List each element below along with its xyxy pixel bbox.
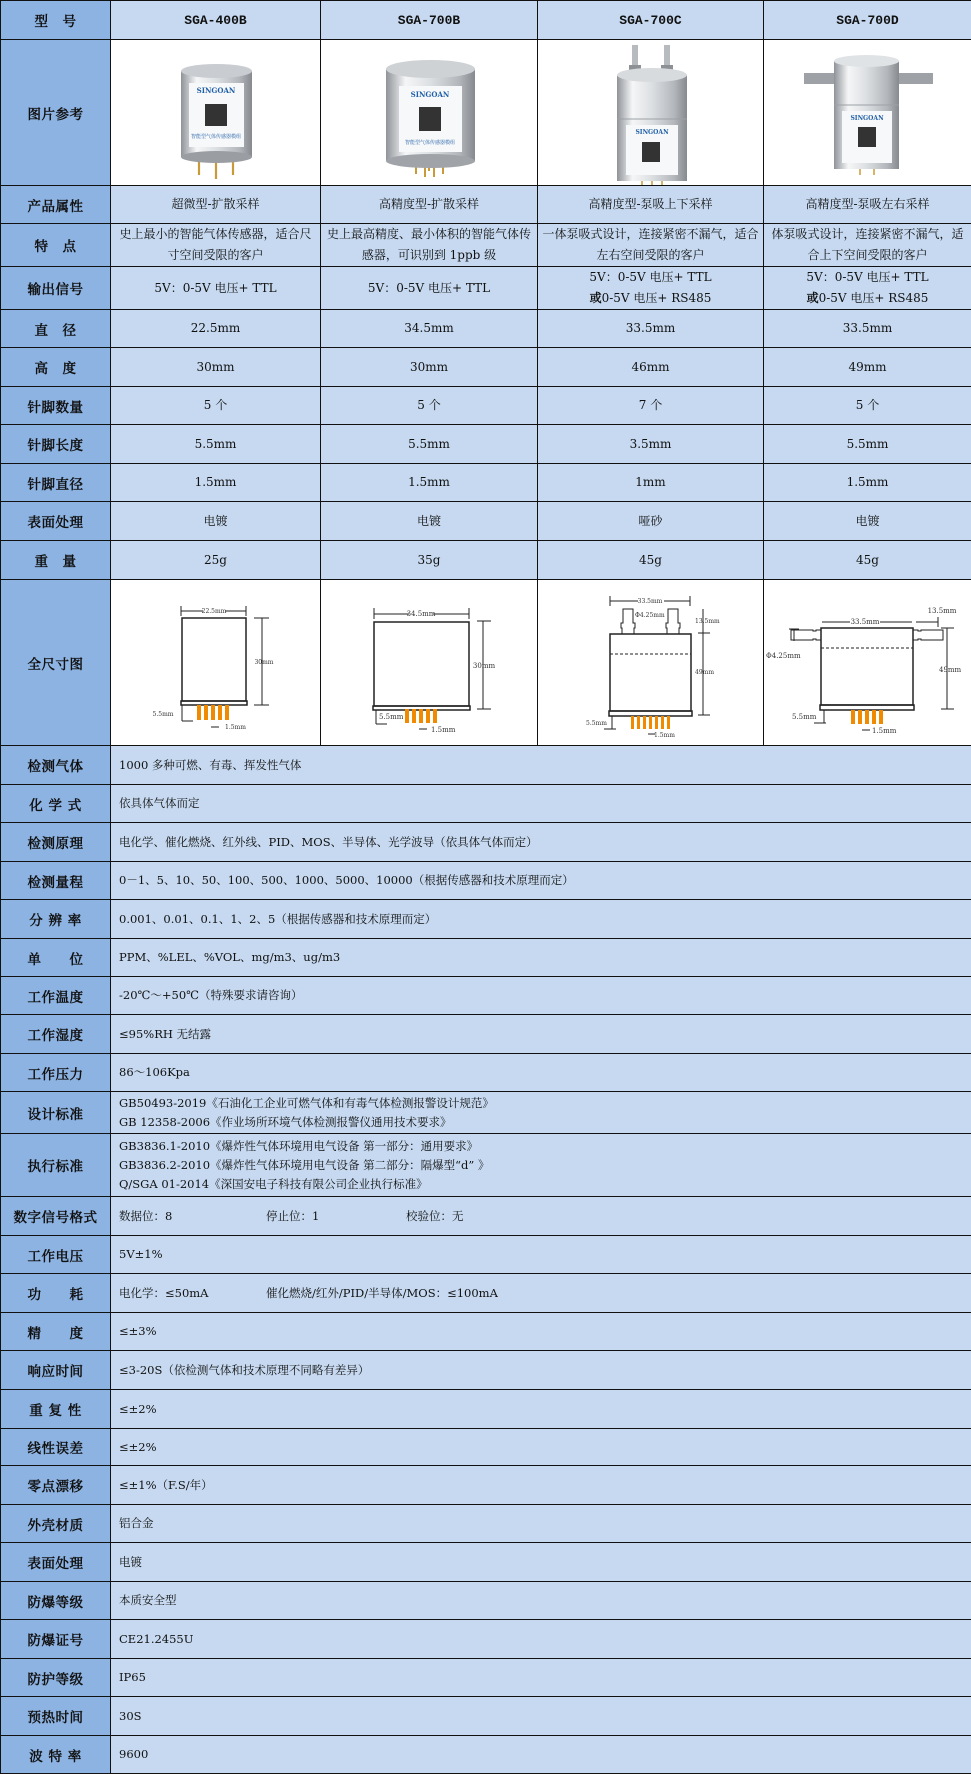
svg-text:SINGOAN: SINGOAN [850,115,884,122]
row-label: 防护等级 [1,1659,111,1697]
row-label: 防爆等级 [1,1582,111,1620]
value-segment: 停止位：1 [266,1207,319,1226]
pins [851,710,883,724]
row-label: 功 耗 [1,1274,111,1313]
spec-value [321,310,538,348]
row-label: 表面处理 [1,1543,111,1582]
spec-value [538,348,764,387]
spec-value [111,387,321,425]
dimension-drawing-sga-700b [321,580,538,746]
spec-value [538,310,764,348]
value-line: 5.5mm [767,434,968,455]
value-line: 一体泵吸式设计，连接紧密不漏气，适合左右空间受限的客户 [541,224,760,266]
value-line: 本质安全型 [119,1591,971,1610]
spec-value [321,502,538,541]
value-line: 电镀 [324,511,534,532]
row-label: 防爆证号 [1,1620,111,1659]
spec-value [764,502,971,541]
row-label: 零点漂移 [1,1466,111,1505]
value-line: GB50493-2019《石油化工企业可燃气体和有毒气体检测报警设计规范》 [119,1094,971,1113]
spec-row [1,310,971,348]
spec-row [1,1197,971,1236]
spec-row [1,1736,971,1774]
spec-row [1,823,971,862]
spec-value [111,348,321,387]
drawing-row [1,580,971,746]
value-line-alt [541,288,760,309]
value-line: 34.5mm [324,318,534,339]
value-line: 46mm [541,357,760,378]
spec-value [111,1582,971,1620]
spec-value [538,267,764,310]
spec-row [1,425,971,464]
spec-value [111,541,321,580]
dim-width: 34.5mm [407,610,436,618]
pins [631,716,670,729]
spec-value [538,224,764,267]
dim-width: 33.5mm [638,598,663,605]
value-segment: 数据位：8 [119,1207,172,1226]
qr-code [419,107,441,131]
value-line: 5V：0-5V 电压+ TTL [767,267,968,288]
spec-value [111,186,321,224]
spec-row [1,746,971,785]
model-name: SGA-400B [111,1,321,40]
dim-pin-length: 5.5mm [586,720,607,727]
spec-value [538,541,764,580]
spec-value [321,267,538,310]
alt-value: 0-5V 电压+ RS485 [602,291,712,305]
row-label: 预热时间 [1,1697,111,1736]
value-line: 体泵吸式设计，连接紧密不漏气，适合上下空间受限的客户 [767,224,968,266]
dim-pin-diameter: 1.5mm [431,726,456,734]
value-line: 1.5mm [324,472,534,493]
spec-value [111,1466,971,1505]
value-line: 史上最小的智能气体传感器，适合尺寸空间受限的客户 [114,224,317,266]
dimension-drawing-sga-700c [538,580,764,746]
value-line: 1.5mm [114,472,317,493]
value-line: 45g [541,550,760,571]
dim-width: 22.5mm [202,608,227,615]
spec-value [111,1620,971,1659]
spec-value [111,1543,971,1582]
dim-height: 30mm [254,659,273,666]
spec-value [111,1134,971,1197]
row-label: 响应时间 [1,1351,111,1390]
row-label: 线性误差 [1,1429,111,1466]
value-line: 高精度型-泵吸左右采样 [767,194,968,215]
model-name: SGA-700B [321,1,538,40]
spec-value [111,977,971,1015]
image-row [1,40,971,186]
spec-value [111,1697,971,1736]
row-label: 分 辨 率 [1,900,111,939]
value-line: 30S [119,1707,971,1726]
row-label: 重 复 性 [1,1390,111,1429]
value-line: 25g [114,550,317,571]
row-label: 重 量 [1,541,111,580]
value-line: 5 个 [324,395,534,416]
value-line: 5 个 [114,395,317,416]
value-line: 33.5mm [541,318,760,339]
row-label: 检测量程 [1,862,111,900]
value-line: 电镀 [119,1553,971,1572]
dim-tube-length: 13.5mm [695,618,720,625]
row-label: 针脚长度 [1,425,111,464]
spec-value [321,224,538,267]
value-line: PPM、%LEL、%VOL、mg/m3、ug/m3 [119,948,971,967]
row-label: 针脚直径 [1,464,111,502]
spec-value [764,425,971,464]
value-line: ≤95%RH 无结露 [119,1025,971,1044]
or-prefix: 或 [590,291,602,305]
value-segment: 催化燃烧/红外/PID/半导体/MOS：≤100mA [266,1284,498,1303]
row-label: 设计标准 [1,1092,111,1134]
product-photo-sga-700c [538,40,764,186]
value-line: 9600 [119,1745,971,1764]
spec-row [1,224,971,267]
dim-height: 30mm [473,662,496,670]
spec-row [1,1054,971,1092]
row-label: 产品属性 [1,186,111,224]
spec-row [1,186,971,224]
spec-value [111,1429,971,1466]
row-label: 表面处理 [1,502,111,541]
row-label: 全尺寸图 [1,580,111,746]
spec-value [111,1390,971,1429]
row-label: 工作湿度 [1,1015,111,1054]
spec-value [111,1736,971,1774]
spec-value [111,1236,971,1274]
row-label: 针脚数量 [1,387,111,425]
value-line: 5 个 [767,395,968,416]
spec-value [538,502,764,541]
spec-row [1,387,971,425]
spec-value [764,464,971,502]
spec-value [111,939,971,977]
value-line: 5.5mm [324,434,534,455]
row-label: 检测原理 [1,823,111,862]
spec-row [1,348,971,387]
spec-value [764,224,971,267]
value-line: 35g [324,550,534,571]
value-segment: 电化学：≤50mA [119,1284,208,1303]
spec-row [1,1543,971,1582]
row-label: 执行标准 [1,1134,111,1197]
row-label: 波 特 率 [1,1736,111,1774]
spec-value [764,387,971,425]
spec-row [1,900,971,939]
spec-value [111,267,321,310]
value-line: 1.5mm [767,472,968,493]
dim-pin-length: 5.5mm [153,711,174,718]
spec-value [321,348,538,387]
spec-value [764,348,971,387]
value-line: 5V：0-5V 电压+ TTL [541,267,760,288]
value-line: ≤±1%（F.S/年） [119,1476,971,1495]
dim-pin-diameter: 1.5mm [872,727,897,735]
spec-value [321,464,538,502]
spec-row [1,1351,971,1390]
spec-value [111,1054,971,1092]
value-line: 5V：0-5V 电压+ TTL [324,278,534,299]
value-line: 3.5mm [541,434,760,455]
spec-value [111,785,971,823]
value-line: 45g [767,550,968,571]
value-line: 22.5mm [114,318,317,339]
spec-value [538,186,764,224]
value-line: CE21.2455U [119,1630,971,1649]
spec-row [1,1134,971,1197]
spec-value [111,1351,971,1390]
spec-value [111,464,321,502]
spec-value [764,541,971,580]
value-line-alt [767,288,968,309]
spec-value [111,1659,971,1697]
value-line: 铝合金 [119,1514,971,1533]
spec-value [111,310,321,348]
spec-row [1,862,971,900]
spec-row [1,464,971,502]
spec-value [538,425,764,464]
value-line: 电镀 [114,511,317,532]
row-label: 输出信号 [1,267,111,310]
spec-value [764,186,971,224]
value-line: ≤±3% [119,1322,971,1341]
row-label: 化 学 式 [1,785,111,823]
spec-row [1,541,971,580]
product-photo-sga-700d [764,40,971,186]
row-label: 外壳材质 [1,1505,111,1543]
value-line: 5V：0-5V 电压+ TTL [114,278,317,299]
value-line: 1mm [541,472,760,493]
alt-value: 0-5V 电压+ RS485 [819,291,929,305]
spec-value [538,387,764,425]
spec-value [111,1092,971,1134]
spec-value [111,746,971,785]
spec-value [764,310,971,348]
spec-row [1,1659,971,1697]
value-line: GB3836.2-2010《爆炸性气体环境用电气设备 第二部分：隔爆型“d” 》 [119,1156,971,1175]
value-line: 30mm [114,357,317,378]
spec-row [1,939,971,977]
spec-row [1,1274,971,1313]
spec-value [111,900,971,939]
spec-row [1,1582,971,1620]
value-line: 30mm [324,357,534,378]
qr-code [642,142,660,162]
value-line: Q/SGA 01-2014《深国安电子科技有限公司企业执行标准》 [119,1175,971,1194]
spec-value [111,862,971,900]
svg-text:智能型气体传感器模组: 智能型气体传感器模组 [191,133,241,140]
svg-text:SINGOAN: SINGOAN [635,129,669,136]
row-label: 工作温度 [1,977,111,1015]
spec-value [111,823,971,862]
row-label: 直 径 [1,310,111,348]
row-label: 数字信号格式 [1,1197,111,1236]
value-line: 电镀 [767,511,968,532]
value-line: 高精度型-泵吸上下采样 [541,194,760,215]
spec-value [111,1274,971,1313]
value-line: GB3836.1-2010《爆炸性气体环境用电气设备 第一部分：通用要求》 [119,1137,971,1156]
row-label: 工作压力 [1,1054,111,1092]
spec-row [1,785,971,823]
spec-row [1,1015,971,1054]
value-line: 5.5mm [114,434,317,455]
value-line: 哑砂 [541,511,760,532]
value-line: 0－1、5、10、50、100、500、1000、5000、10000（根据传感器和技术原理而定） [119,871,971,890]
value-line: 高精度型-扩散采样 [324,194,534,215]
value-line: ≤±2% [119,1438,971,1457]
spec-row [1,1236,971,1274]
spec-value [321,425,538,464]
spec-value [111,1313,971,1351]
value-line: 49mm [767,357,968,378]
spec-row [1,1505,971,1543]
spec-row [1,502,971,541]
svg-text:SINGOAN: SINGOAN [411,90,450,99]
spec-value [321,186,538,224]
row-label: 型 号 [1,1,111,40]
dim-tube-diameter: Φ4.25mm [766,652,801,660]
value-line: 史上最高精度、最小体积的智能气体传感器，可识别到 1ppb 级 [324,224,534,266]
dim-pin-length: 5.5mm [792,713,817,721]
row-label: 精 度 [1,1313,111,1351]
product-photo-sga-400b [111,40,321,186]
pins [405,709,437,723]
dim-height: 49mm [695,669,714,676]
value-line: 5V±1% [119,1245,971,1264]
value-line: 86～106Kpa [119,1063,971,1082]
spec-value [111,502,321,541]
dim-pin-diameter: 1.5mm [225,724,246,731]
dim-height: 49mm [939,666,962,674]
dim-tube-diameter: Φ4.25mm [635,612,665,619]
spec-value [538,464,764,502]
value-line: 1000 多种可燃、有毒、挥发性气体 [119,756,971,775]
spec-value [111,1197,971,1236]
row-label: 单 位 [1,939,111,977]
row-label: 工作电压 [1,1236,111,1274]
row-label: 高 度 [1,348,111,387]
model-header-row [1,1,971,40]
value-line: IP65 [119,1668,971,1687]
spec-value [321,387,538,425]
spec-value [111,1505,971,1543]
spec-row [1,977,971,1015]
spec-row [1,1466,971,1505]
dim-pin-diameter: 1.5mm [654,732,675,739]
value-line: 依具体气体而定 [119,794,971,813]
value-line: 7 个 [541,395,760,416]
value-line: 0.001、0.01、0.1、1、2、5（根据传感器和技术原理而定） [119,910,971,929]
spec-value [111,224,321,267]
value-line: ≤3-20S（依检测气体和技术原理不同略有差异） [119,1361,971,1380]
value-line: -20℃～+50℃（特殊要求请咨询） [119,986,971,1005]
spec-value [321,541,538,580]
value-segment: 校验位：无 [406,1207,464,1226]
row-label: 特 点 [1,224,111,267]
spec-row [1,1390,971,1429]
spec-row [1,1313,971,1351]
spec-row [1,1092,971,1134]
value-line: 33.5mm [767,318,968,339]
dim-pin-length: 5.5mm [379,713,404,721]
or-prefix: 或 [807,291,819,305]
qr-code [205,104,227,126]
model-name: SGA-700D [764,1,971,40]
value-line: ≤±2% [119,1400,971,1419]
dim-tube-length: 13.5mm [928,607,957,615]
spec-row [1,1697,971,1736]
dimension-drawing-sga-700d [764,580,971,746]
spec-row [1,267,971,310]
dimension-drawing-sga-400b [111,580,321,746]
qr-code [858,127,876,147]
spec-value [111,425,321,464]
product-photo-sga-700b [321,40,538,186]
dim-width: 33.5mm [851,618,880,626]
row-label: 图片参考 [1,40,111,186]
svg-text:智能型气体传感器模组: 智能型气体传感器模组 [405,139,455,146]
row-label: 检测气体 [1,746,111,785]
spec-value [111,1015,971,1054]
pins [197,705,229,720]
spec-value [764,267,971,310]
value-line: 电化学、催化燃烧、红外线、PID、MOS、半导体、光学波导（依具体气体而定） [119,833,971,852]
model-name: SGA-700C [538,1,764,40]
spec-row [1,1620,971,1659]
spec-row [1,1429,971,1466]
value-line: 超微型-扩散采样 [114,194,317,215]
logo: SINGOAN [197,86,236,95]
value-line: GB 12358-2006《作业场所环境气体检测报警仪通用技术要求》 [119,1113,971,1132]
